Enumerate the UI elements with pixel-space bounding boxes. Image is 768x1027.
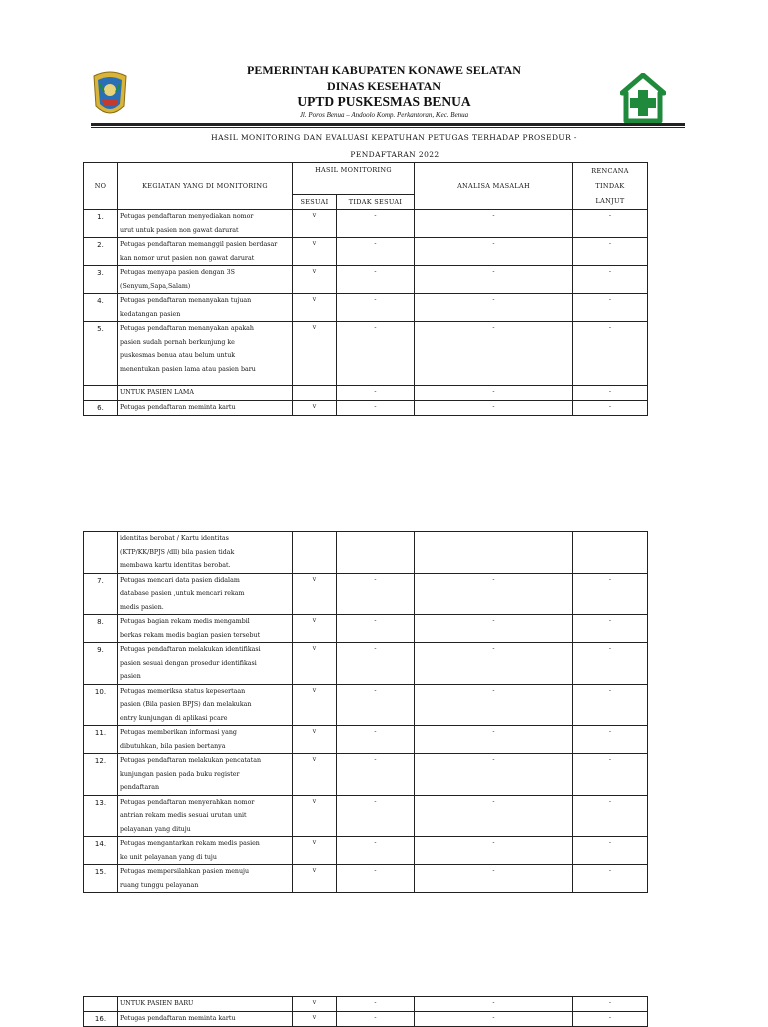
- row-activity: [118, 615, 293, 643]
- activity-line: urut untuk pasien non gawat darurat: [120, 226, 239, 234]
- row-number: 14.: [84, 837, 118, 865]
- row-rencana: -: [573, 294, 648, 322]
- row-activity: [118, 210, 293, 238]
- activity-line: kan nomor urut pasien non gawat darurat: [120, 254, 255, 262]
- activity-line: membawa kartu identitas berobat.: [120, 562, 231, 569]
- table-row: [84, 210, 648, 238]
- row-rencana: -: [573, 210, 648, 238]
- row-activity: [118, 573, 293, 615]
- row-activity: [118, 532, 293, 574]
- row-analisa: -: [415, 684, 573, 726]
- activity-line: pasien sudah pernah berkunjung ke: [120, 338, 235, 346]
- row-number: [84, 997, 118, 1012]
- table-row: [84, 238, 648, 266]
- document-title: HASIL MONITORING DAN EVALUASI KEPATUHAN PETUGAS TERHADAP PROSEDUR -: [211, 133, 577, 142]
- row-sesuai: v: [293, 210, 337, 238]
- row-rencana: -: [573, 615, 648, 643]
- table-row: [84, 643, 648, 685]
- row-sesuai: v: [293, 615, 337, 643]
- row-rencana: -: [573, 754, 648, 796]
- monitoring-table: [83, 162, 648, 416]
- row-tidak-sesuai: -: [337, 294, 415, 322]
- activity-line: pasien (Bila pasien BPJS) dan melakukan: [120, 701, 252, 708]
- row-rencana: -: [573, 795, 648, 837]
- table-row: [84, 997, 648, 1012]
- table-row: [84, 266, 648, 294]
- activity-line: Petugas pendaftaran melakukan pencatatan: [120, 757, 262, 764]
- activity-line: Petugas mencari data pasien didalam: [120, 576, 240, 584]
- activity-line: pasien: [120, 673, 141, 680]
- row-number: 8.: [84, 615, 118, 643]
- header-unit: UPTD PUSKESMAS BENUA: [297, 94, 471, 109]
- table-row: [84, 386, 648, 401]
- row-tidak-sesuai: -: [337, 795, 415, 837]
- row-sesuai: v: [293, 573, 337, 615]
- row-sesuai: v: [293, 266, 337, 294]
- header-divider: [91, 123, 685, 126]
- monitoring-table-continued: [83, 531, 648, 893]
- row-number: 4.: [84, 294, 118, 322]
- row-sesuai: v: [293, 643, 337, 685]
- activity-line: dibutuhkan, bila pasien bertanya: [120, 742, 226, 750]
- row-tidak-sesuai: -: [337, 726, 415, 754]
- row-sesuai: [293, 386, 337, 401]
- row-tidak-sesuai: -: [337, 754, 415, 796]
- row-activity: [118, 1012, 293, 1027]
- table-row: [84, 615, 648, 643]
- activity-line: Petugas pendaftaran meminta kartu: [120, 1015, 236, 1022]
- row-number: 15.: [84, 865, 118, 893]
- row-activity: [118, 294, 293, 322]
- table-row: [84, 865, 648, 893]
- table-row: [84, 400, 648, 415]
- row-number: 5.: [84, 322, 118, 386]
- row-tidak-sesuai: -: [337, 573, 415, 615]
- row-tidak-sesuai: -: [337, 615, 415, 643]
- row-activity: [118, 643, 293, 685]
- row-tidak-sesuai: -: [337, 643, 415, 685]
- row-activity: [118, 266, 293, 294]
- row-tidak-sesuai: -: [337, 837, 415, 865]
- header-government: PEMERINTAH KABUPATEN KONAWE SELATAN: [247, 63, 521, 77]
- activity-line: kunjungan pasien pada buku register: [120, 770, 240, 778]
- row-number: 2.: [84, 238, 118, 266]
- activity-line: puskesmas benua atau belum untuk: [120, 352, 236, 359]
- table-row: [84, 532, 648, 574]
- table-row: [84, 1012, 648, 1027]
- row-analisa: -: [415, 865, 573, 893]
- row-number: 9.: [84, 643, 118, 685]
- col-sesuai: SESUAI: [293, 195, 337, 210]
- col-no: NO: [84, 163, 118, 210]
- row-tidak-sesuai: [337, 532, 415, 574]
- row-tidak-sesuai: -: [337, 322, 415, 386]
- activity-line: pendaftaran: [120, 784, 160, 791]
- row-rencana: -: [573, 386, 648, 401]
- header-divider-thin: [91, 127, 685, 128]
- document-subtitle: PENDAFTARAN 2022: [350, 150, 440, 159]
- row-analisa: -: [415, 754, 573, 796]
- row-tidak-sesuai: -: [337, 210, 415, 238]
- row-analisa: -: [415, 795, 573, 837]
- activity-line: Petugas bagian rekam medis mengambil: [120, 618, 250, 625]
- row-tidak-sesuai: -: [337, 400, 415, 415]
- col-tidak-sesuai: TIDAK SESUAI: [337, 195, 415, 210]
- activity-line: Petugas pendaftaran menanyakan apakah: [120, 325, 254, 332]
- row-activity: [118, 726, 293, 754]
- row-analisa: -: [415, 266, 573, 294]
- row-number: 13.: [84, 795, 118, 837]
- row-number: 6.: [84, 400, 118, 415]
- row-rencana: -: [573, 322, 648, 386]
- row-analisa: -: [415, 643, 573, 685]
- row-number: [84, 386, 118, 401]
- activity-line: Petugas mengantarkan rekam medis pasien: [120, 840, 260, 847]
- activity-line: entry kunjungan di aplikasi pcare: [120, 714, 228, 722]
- row-activity: [118, 997, 293, 1012]
- table-row: [84, 795, 648, 837]
- activity-line: pelayanan yang dituju: [120, 825, 191, 833]
- activity-line: (KTP/KK/BPJS /dll) bila pasien tidak: [120, 548, 235, 556]
- row-sesuai: v: [293, 997, 337, 1012]
- row-activity: [118, 400, 293, 415]
- col-rencana-tindak-lanjut: RENCANA TINDAK LANJUT: [573, 163, 648, 210]
- row-analisa: [415, 532, 573, 574]
- row-rencana: -: [573, 726, 648, 754]
- row-analisa: -: [415, 837, 573, 865]
- activity-line: ke unit pelayanan yang di tuju: [120, 853, 217, 861]
- row-rencana: -: [573, 573, 648, 615]
- table-row: [84, 837, 648, 865]
- row-number: 3.: [84, 266, 118, 294]
- row-analisa: -: [415, 238, 573, 266]
- row-rencana: [573, 532, 648, 574]
- row-sesuai: v: [293, 726, 337, 754]
- row-number: 1.: [84, 210, 118, 238]
- row-activity: [118, 795, 293, 837]
- row-analisa: -: [415, 997, 573, 1012]
- row-tidak-sesuai: -: [337, 238, 415, 266]
- row-analisa: -: [415, 573, 573, 615]
- row-tidak-sesuai: -: [337, 266, 415, 294]
- activity-line: UNTUK PASIEN BARU: [120, 1000, 194, 1007]
- row-sesuai: v: [293, 795, 337, 837]
- row-rencana: -: [573, 837, 648, 865]
- row-activity: [118, 684, 293, 726]
- row-analisa: -: [415, 1012, 573, 1027]
- row-activity: [118, 386, 293, 401]
- header-address: Jl. Poros Benua – Andoolo Komp. Perkantoran, Kec. Benua: [299, 111, 469, 119]
- activity-line: pasien sesuai dengan prosedur identifikasi: [120, 659, 257, 667]
- row-tidak-sesuai: -: [337, 865, 415, 893]
- activity-line: Petugas mempersilahkan pasien menuju: [120, 868, 250, 875]
- activity-line: Petugas pendaftaran memanggil pasien berdasar: [120, 241, 278, 248]
- row-sesuai: v: [293, 865, 337, 893]
- activity-line: menentukan pasien lama atau pasien baru: [120, 365, 256, 373]
- row-tidak-sesuai: -: [337, 1012, 415, 1027]
- row-rencana: -: [573, 684, 648, 726]
- row-rencana: -: [573, 997, 648, 1012]
- activity-line: ruang tunggu pelayanan: [120, 881, 199, 889]
- col-hasil-monitoring: HASIL MONITORING: [293, 163, 415, 195]
- header-agency: DINAS KESEHATAN: [327, 79, 441, 93]
- activity-line: Petugas pendaftaran menyerahkan nomor: [120, 798, 255, 806]
- row-activity: [118, 322, 293, 386]
- col-analisa-masalah: ANALISA MASALAH: [415, 163, 573, 210]
- table-row: [84, 294, 648, 322]
- row-analisa: -: [415, 294, 573, 322]
- row-sesuai: v: [293, 837, 337, 865]
- activity-line: antrian rekam medis sesuai urutan unit: [120, 812, 247, 819]
- row-analisa: -: [415, 210, 573, 238]
- row-number: 12.: [84, 754, 118, 796]
- row-analisa: -: [415, 726, 573, 754]
- row-rencana: -: [573, 266, 648, 294]
- row-number: 11.: [84, 726, 118, 754]
- row-analisa: -: [415, 400, 573, 415]
- row-rencana: -: [573, 238, 648, 266]
- activity-line: berkas rekam medis bagian pasien tersebut: [120, 631, 261, 639]
- row-analisa: -: [415, 386, 573, 401]
- row-number: 16.: [84, 1012, 118, 1027]
- row-tidak-sesuai: -: [337, 684, 415, 726]
- activity-line: Petugas menyapa pasien dengan 3S: [120, 269, 235, 276]
- activity-line: (Senyum,Sapa,Salam): [120, 282, 191, 290]
- row-activity: [118, 754, 293, 796]
- row-sesuai: v: [293, 1012, 337, 1027]
- col-kegiatan: KEGIATAN YANG DI MONITORING: [118, 163, 293, 210]
- activity-line: UNTUK PASIEN LAMA: [120, 389, 194, 396]
- monitoring-table-new-patient: [83, 996, 648, 1027]
- activity-line: Petugas pendaftaran melakukan identifikasi: [120, 646, 261, 653]
- activity-line: identitas berobat / Kartu identitas: [120, 535, 229, 542]
- row-number: 10.: [84, 684, 118, 726]
- row-sesuai: v: [293, 238, 337, 266]
- table-row: [84, 726, 648, 754]
- activity-line: Petugas memberikan informasi yang: [120, 729, 237, 736]
- row-rencana: -: [573, 643, 648, 685]
- row-sesuai: v: [293, 754, 337, 796]
- table-row: [84, 322, 648, 386]
- table-row: [84, 684, 648, 726]
- row-number: 7.: [84, 573, 118, 615]
- row-sesuai: v: [293, 684, 337, 726]
- activity-line: Petugas pendaftaran menyediakan nomor: [120, 213, 254, 220]
- activity-line: database pasien ,untuk mencari rekam: [120, 590, 245, 597]
- table-row: [84, 754, 648, 796]
- row-tidak-sesuai: -: [337, 386, 415, 401]
- activity-line: Petugas pendaftaran meminta kartu: [120, 403, 236, 411]
- row-sesuai: v: [293, 400, 337, 415]
- activity-line: medis pasien.: [120, 603, 164, 611]
- row-sesuai: v: [293, 322, 337, 386]
- activity-line: Petugas memeriksa status kepesertaan: [120, 687, 246, 695]
- row-analisa: -: [415, 615, 573, 643]
- row-activity: [118, 837, 293, 865]
- row-activity: [118, 238, 293, 266]
- row-sesuai: v: [293, 294, 337, 322]
- row-rencana: -: [573, 865, 648, 893]
- row-sesuai: [293, 532, 337, 574]
- row-rencana: -: [573, 400, 648, 415]
- row-number: [84, 532, 118, 574]
- table-row: [84, 573, 648, 615]
- row-analisa: -: [415, 322, 573, 386]
- row-tidak-sesuai: -: [337, 997, 415, 1012]
- row-rencana: -: [573, 1012, 648, 1027]
- activity-line: kedatangan pasien: [120, 310, 181, 318]
- row-activity: [118, 865, 293, 893]
- activity-line: Petugas pendaftaran menanyakan tujuan: [120, 297, 252, 304]
